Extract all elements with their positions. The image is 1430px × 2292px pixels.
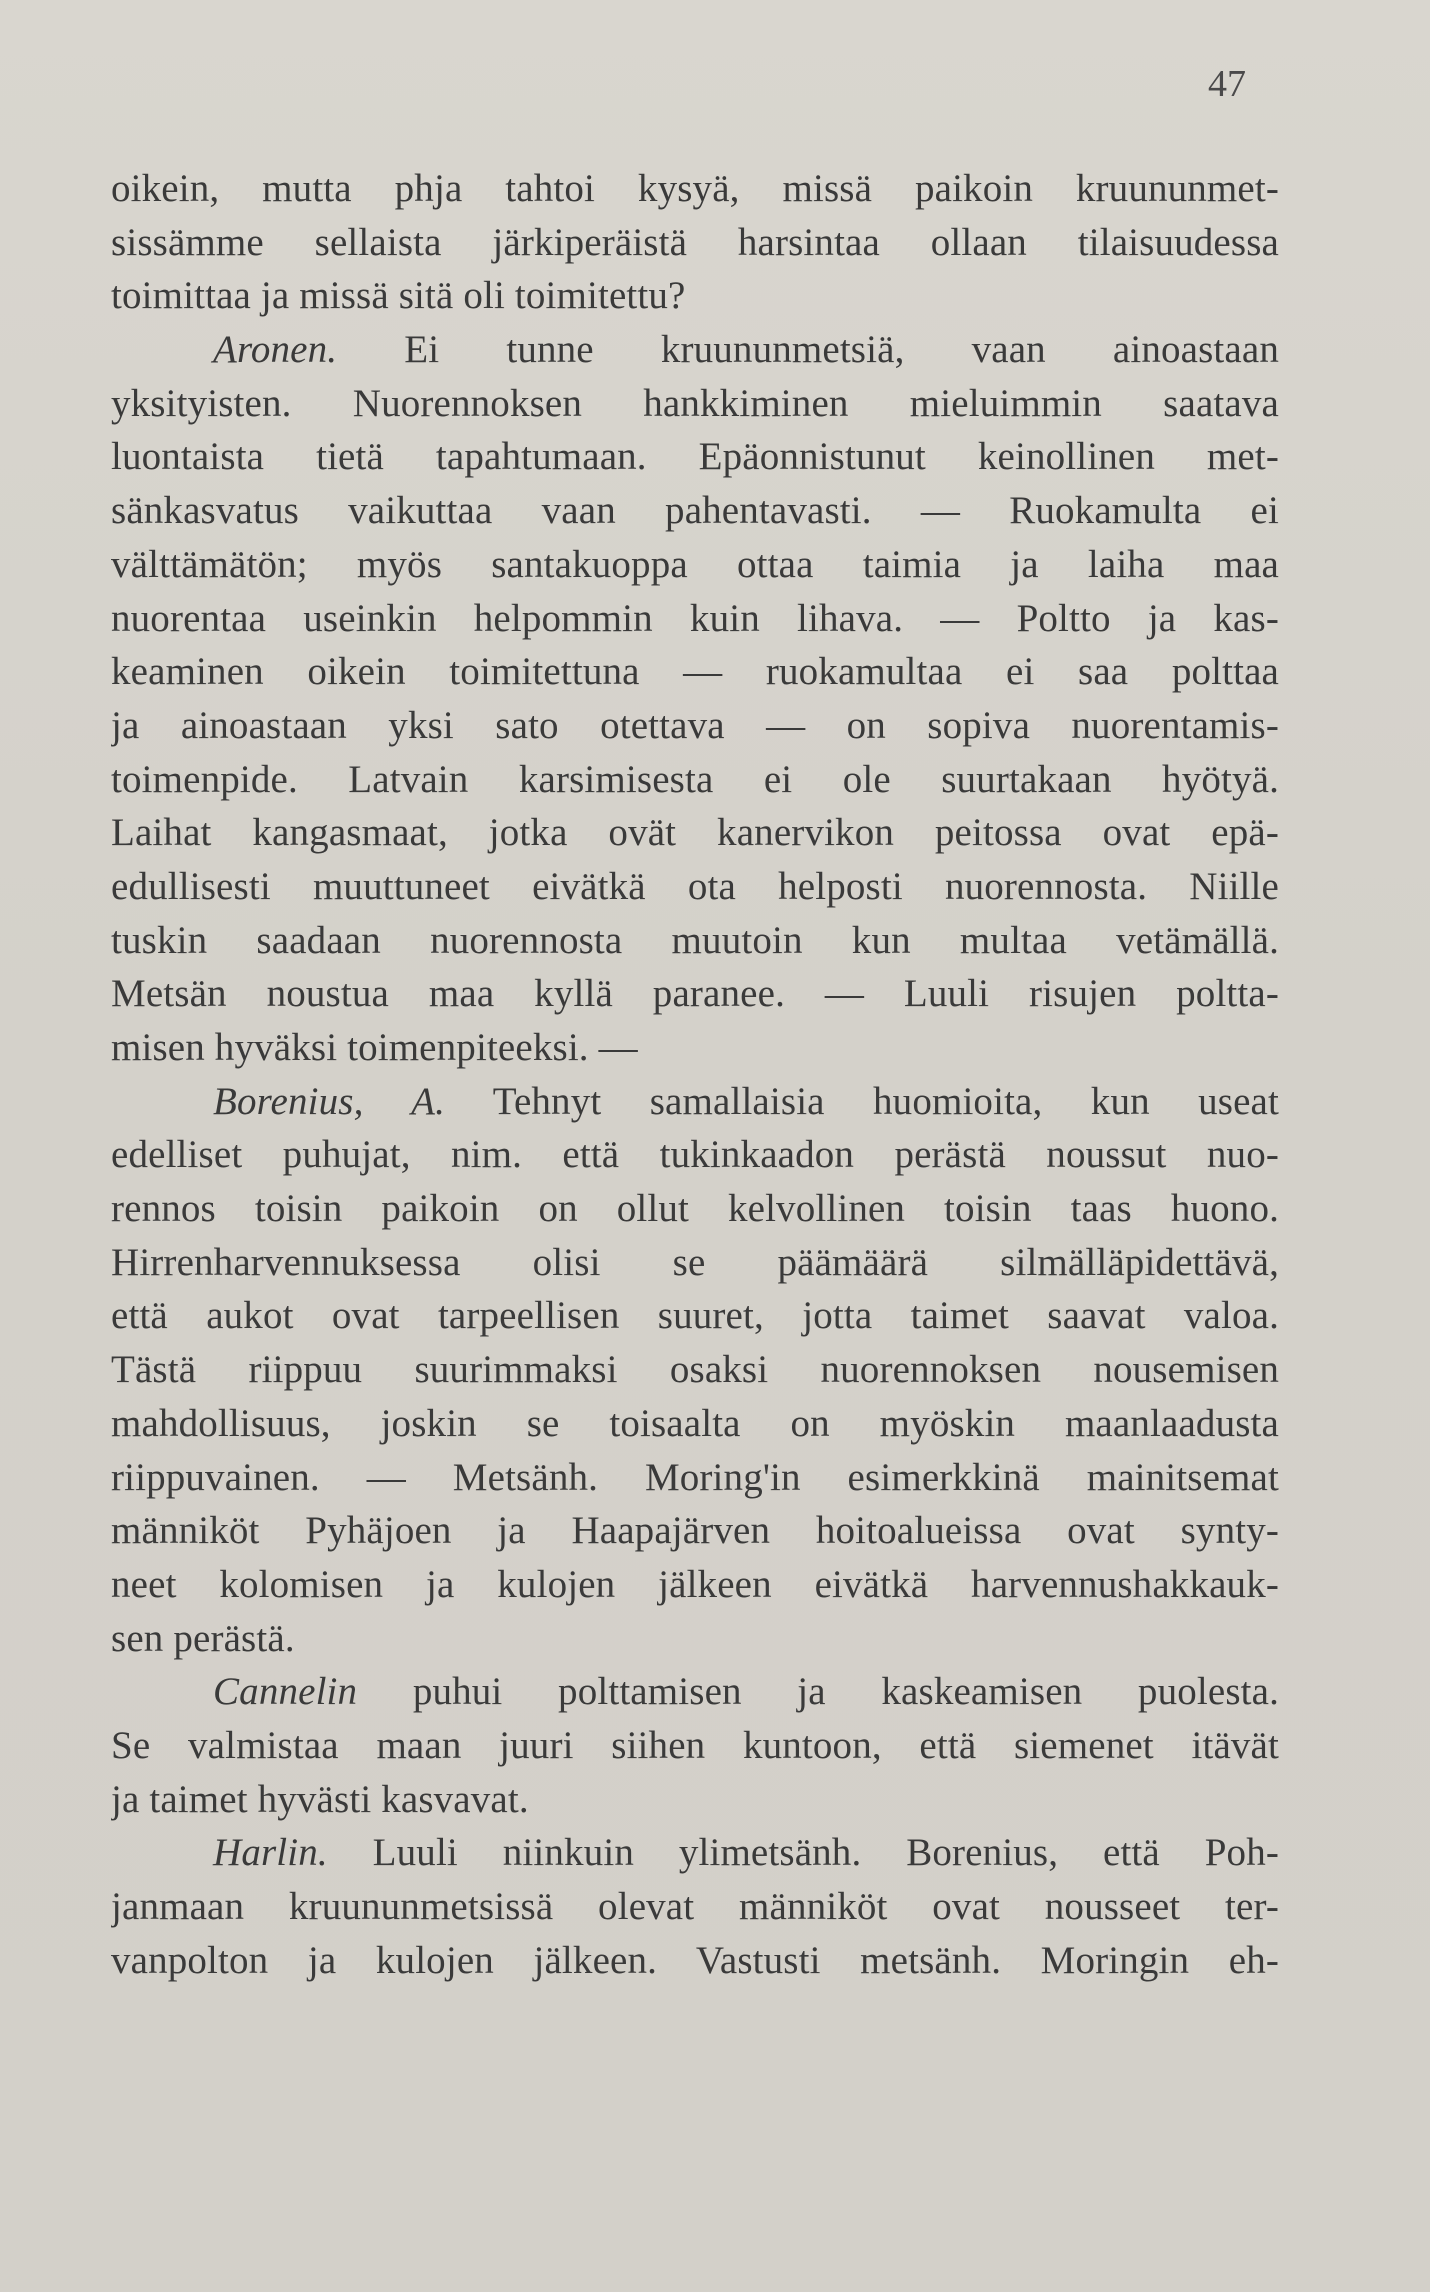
- text-line: [111, 1934, 1279, 1988]
- text-line: [111, 860, 1279, 914]
- line-text: ja ainoastaan yksi sato otettava — on sopiva nuorentamis-: [111, 703, 1279, 747]
- speaker-name: Harlin.: [213, 1831, 328, 1875]
- text-line: [111, 1880, 1279, 1934]
- line-text: riippuvainen. — Metsänh. Moring'in esimerkkinä mainitsemat: [111, 1455, 1279, 1499]
- text-line: [111, 538, 1279, 592]
- line-text: misen hyväksi toimenpiteeksi. —: [111, 1026, 638, 1069]
- line-text: männiköt Pyhäjoen ja Haapajärven hoitoalueissa ovat synty-: [111, 1509, 1279, 1553]
- text-line: [111, 216, 1279, 270]
- text-line: [111, 806, 1279, 860]
- line-text: luontaista tietä tapahtumaan. Epäonnistunut keinollinen met-: [111, 435, 1279, 479]
- line-text: janmaan kruununmetsissä olevat männiköt ovat nousseet ter-: [111, 1885, 1279, 1928]
- text-line: [111, 1397, 1279, 1451]
- line-text: puhui polttamisen ja kaskeamisen puolesta.: [357, 1670, 1279, 1714]
- line-text: toimenpide. Latvain karsimisesta ei ole suurtakaan hyötyä.: [111, 757, 1279, 801]
- text-line: [111, 1504, 1279, 1558]
- line-text: toimittaa ja missä sitä oli toimitettu?: [111, 274, 686, 318]
- text-line: [111, 1075, 1279, 1129]
- text-line: [111, 753, 1279, 807]
- text-line: [111, 1451, 1279, 1505]
- line-text: edelliset puhujat, nim. että tukinkaadon perästä noussut nuo-: [111, 1133, 1279, 1177]
- text-line: [111, 1558, 1279, 1612]
- text-line: [111, 914, 1279, 968]
- line-text: edullisesti muuttuneet eivätkä ota helposti nuorennosta. Niille: [111, 864, 1279, 908]
- text-line: [111, 1773, 1279, 1827]
- text-line: [111, 1826, 1279, 1880]
- line-text: Tehnyt samallaisia huomioita, kun useat: [445, 1079, 1279, 1123]
- line-text: välttämätön; myös santakuoppa ottaa taimia ja laiha maa: [111, 542, 1279, 586]
- line-text: sissämme sellaista järkiperäistä harsintaa ollaan tilaisuudessa: [111, 220, 1279, 264]
- text-line: [111, 269, 1279, 323]
- line-text: mahdollisuus, joskin se toisaalta on myöskin maanlaadusta: [111, 1401, 1279, 1445]
- line-text: oikein, mutta phja tahtoi kysyä, missä paikoin kruununmet-: [111, 167, 1279, 210]
- page-number: 47: [1208, 63, 1246, 105]
- line-text: että aukot ovat tarpeellisen suuret, jotta taimet saavat valoa.: [111, 1294, 1279, 1338]
- text-line: [111, 699, 1279, 753]
- text-line: [111, 1719, 1279, 1773]
- text-line: [111, 645, 1279, 699]
- line-text: Se valmistaa maan juuri siihen kuntoon, että siemenet itävät: [111, 1723, 1279, 1767]
- text-line: [111, 162, 1279, 216]
- line-text: tuskin saadaan nuorennosta muutoin kun multaa vetämällä.: [111, 918, 1279, 962]
- line-text: ja taimet hyvästi kasvavat.: [111, 1777, 529, 1821]
- line-text: Ei tunne kruununmetsiä, vaan ainoastaan: [337, 328, 1279, 372]
- line-text: neet kolomisen ja kulojen jälkeen eivätkä harvennushakkauk-: [111, 1562, 1279, 1606]
- line-text: Luuli niinkuin ylimetsänh. Borenius, että Poh-: [327, 1831, 1279, 1875]
- line-text: Hirrenharvennuksessa olisi se päämäärä silmälläpidettävä,: [111, 1240, 1279, 1284]
- line-text: Laihat kangasmaat, jotka ovät kanervikon peitossa ovat epä-: [111, 811, 1279, 855]
- speaker-name: Aronen.: [213, 328, 338, 372]
- line-text: Tästä riippuu suurimmaksi osaksi nuorennoksen nousemisen: [111, 1348, 1279, 1392]
- text-line: [111, 1343, 1279, 1397]
- text-line: [111, 484, 1279, 538]
- text-line: [111, 1612, 1279, 1666]
- speaker-name: Borenius, A.: [213, 1079, 446, 1123]
- text-line: [111, 1182, 1279, 1236]
- text-line: [111, 430, 1279, 484]
- text-line: [111, 1128, 1279, 1182]
- speaker-name: Cannelin: [213, 1670, 358, 1714]
- text-line: [111, 1665, 1279, 1719]
- line-text: Metsän noustua maa kyllä paranee. — Luuli risujen poltta-: [111, 972, 1279, 1016]
- line-text: vanpolton ja kulojen jälkeen. Vastusti metsänh. Moringin eh-: [111, 1938, 1279, 1982]
- body-text: [111, 162, 1279, 1987]
- line-text: keaminen oikein toimitettuna — ruokamultaa ei saa polttaa: [111, 650, 1279, 694]
- text-line: [111, 1236, 1279, 1290]
- text-line: [111, 377, 1279, 431]
- text-line: [111, 323, 1279, 377]
- text-line: [111, 592, 1279, 646]
- text-line: [111, 1289, 1279, 1343]
- text-line: [111, 967, 1279, 1021]
- text-line: [111, 1021, 1279, 1075]
- line-text: sänkasvatus vaikuttaa vaan pahentavasti. — Ruokamulta ei: [111, 489, 1279, 533]
- line-text: rennos toisin paikoin on ollut kelvollinen toisin taas huono.: [111, 1187, 1279, 1231]
- line-text: nuorentaa useinkin helpommin kuin lihava. — Poltto ja kas-: [111, 596, 1279, 640]
- line-text: yksityisten. Nuorennoksen hankkiminen mieluimmin saatava: [111, 381, 1279, 425]
- line-text: sen perästä.: [111, 1616, 295, 1660]
